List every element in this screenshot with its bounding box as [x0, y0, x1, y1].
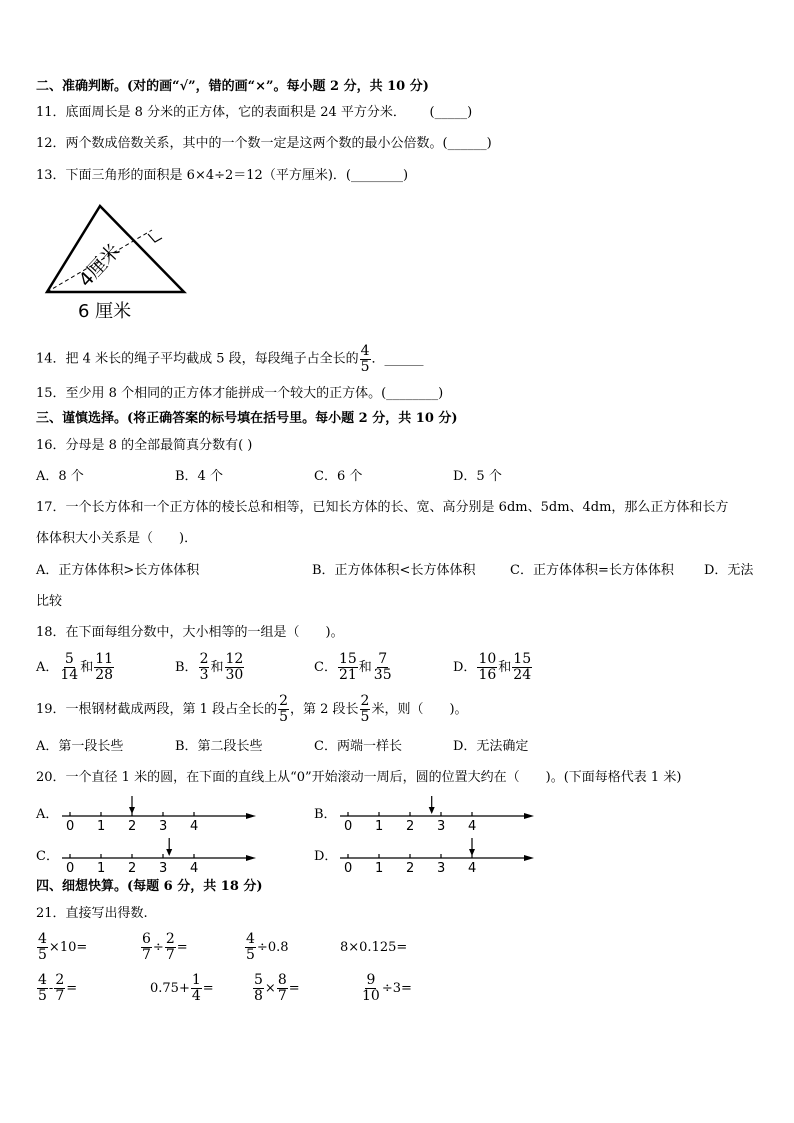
calc-4: 8×0.125= — [340, 940, 408, 955]
tick-label-3: 3 — [437, 861, 446, 876]
axis-arrowhead — [246, 855, 256, 861]
tick-label-0: 0 — [66, 819, 75, 834]
question-11: 11．底面周长是 8 分米的正方体，它的表面积是 24 平方分米． (_____) — [36, 105, 473, 120]
q18-option-b: B． $\frac{2}{3}$ 和 $\frac{12}{30}$ — [175, 651, 244, 683]
base-label: 6 厘米 — [78, 301, 132, 322]
section-4-title: 四、细想快算。(每题 6 分，共 18 分) — [36, 879, 263, 894]
q19-option-d: D．无法确定 — [453, 739, 529, 754]
position-arrowhead — [469, 849, 475, 856]
tick-label-2: 2 — [406, 861, 415, 876]
q17-option-c: C．正方体体积=长方体体积 — [510, 563, 674, 578]
calc-8: $\frac{9}{10}$ ÷3= — [362, 972, 412, 1004]
question-21: 21．直接写出得数. — [36, 906, 148, 921]
position-arrowhead — [429, 807, 435, 814]
calc-1: $\frac{4}{5}$ ×10= — [38, 931, 88, 963]
triangle-figure — [40, 200, 200, 325]
question-14-blank: ．______ — [371, 351, 424, 367]
section-3-title: 三、谨慎选择。(将正确答案的标号填在括号里。每小题 2 分，共 10 分) — [36, 411, 458, 426]
q17-option-a: A．正方体体积>长方体体积 — [36, 563, 200, 578]
tick-label-4: 4 — [468, 861, 477, 876]
q16-option-b: B．4 个 — [175, 469, 223, 484]
question-17-line1: 17．一个长方体和一个正方体的棱长总和相等，已知长方体的长、宽、高分别是 6dm、5dm、4dm，那么正方体和长方 — [36, 500, 729, 515]
q18-option-a: A． $\frac{5}{14}$ 和 $\frac{11}{28}$ — [36, 651, 114, 683]
question-18: 18．在下面每组分数中，大小相等的一组是（ )。 — [36, 625, 344, 640]
q20-option-a-number-line — [60, 794, 260, 834]
q20-option-b-number-line — [338, 794, 538, 834]
position-arrowhead — [166, 849, 172, 856]
tick-label-4: 4 — [190, 861, 199, 876]
question-14-text: 14．把 4 米长的绳子平均截成 5 段，每段绳子占全长的 — [36, 351, 359, 367]
question-12: 12．两个数成倍数关系，其中的一个数一定是这两个数的最小公倍数。(______) — [36, 136, 492, 151]
axis-arrowhead — [524, 813, 534, 819]
tick-label-0: 0 — [344, 819, 353, 834]
q20-option-a-label: A． — [36, 807, 59, 822]
q17-option-b: B．正方体体积<长方体体积 — [312, 563, 476, 578]
q20-option-d-label: D． — [314, 849, 338, 864]
tick-label-1: 1 — [375, 861, 384, 876]
tick-label-2: 2 — [128, 819, 137, 834]
height-label: 4厘米 — [74, 239, 125, 292]
tick-label-3: 3 — [159, 861, 168, 876]
q18-option-c: C． $\frac{15}{21}$ 和 $\frac{7}{35}$ — [314, 651, 392, 683]
question-15: 15．至少用 8 个相同的正方体才能拼成一个较大的正方体。(________) — [36, 386, 444, 401]
q16-option-d: D．5 个 — [453, 469, 502, 484]
section-2-title: 二、准确判断。(对的画“√”，错的画“×”。每小题 2 分，共 10 分) — [36, 79, 429, 94]
calc-7: $\frac{5}{8}$ × $\frac{8}{7}$ = — [254, 972, 300, 1004]
q20-option-c-label: C． — [36, 849, 59, 864]
q19-option-b: B．第二段长些 — [175, 739, 263, 754]
q20-option-c-number-line — [60, 836, 260, 876]
q20-option-b-label: B． — [314, 807, 337, 822]
tick-label-3: 3 — [437, 819, 446, 834]
tick-label-1: 1 — [97, 819, 106, 834]
axis-arrowhead — [246, 813, 256, 819]
question-14-fraction: $\frac{4}{5}$ — [360, 343, 370, 375]
q16-option-a: A．8 个 — [36, 469, 84, 484]
right-angle-mark — [148, 234, 162, 242]
tick-label-2: 2 — [128, 861, 137, 876]
tick-label-4: 4 — [190, 819, 199, 834]
tick-label-3: 3 — [159, 819, 168, 834]
tick-label-1: 1 — [375, 819, 384, 834]
question-19: 19．一根钢材截成两段，第 1 段占全长的 $\frac{2}{5}$ ，第 2 段长 $\frac{2}{5}$ 米，则（ )。 — [36, 693, 468, 725]
axis-arrowhead — [524, 855, 534, 861]
question-16: 16．分母是 8 的全部最简真分数有( ) — [36, 438, 253, 453]
calc-6: 0.75+ $\frac{1}{4}$ = — [150, 972, 214, 1004]
calc-2: $\frac{6}{7}$ ÷ $\frac{2}{7}$ = — [142, 931, 188, 963]
tick-label-0: 0 — [66, 861, 75, 876]
position-arrowhead — [129, 807, 135, 814]
q17-option-d-continued: 比较 — [36, 594, 63, 609]
q20-option-d-number-line — [338, 836, 538, 876]
q19-option-c: C．两端一样长 — [314, 739, 402, 754]
question-14 — [36, 344, 424, 375]
q19-option-a: A．第一段长些 — [36, 739, 124, 754]
question-20: 20．一个直径 1 米的圆，在下面的直线上从“0”开始滚动一周后，圆的位置大约在（ )。(下面每格代表 1 米) — [36, 770, 682, 785]
question-13: 13．下面三角形的面积是 6×4÷2＝12（平方厘米)．(________) — [36, 168, 409, 183]
calc-3: $\frac{4}{5}$ ÷0.8 — [246, 931, 289, 963]
tick-label-4: 4 — [468, 819, 477, 834]
tick-label-2: 2 — [406, 819, 415, 834]
q18-option-d: D． $\frac{10}{16}$ 和 $\frac{15}{24}$ — [453, 651, 532, 683]
tick-label-0: 0 — [344, 861, 353, 876]
calc-5: $\frac{4}{5}$ - $\frac{2}{7}$ = — [38, 972, 78, 1004]
q17-option-d: D．无法 — [704, 563, 754, 578]
tick-label-1: 1 — [97, 861, 106, 876]
question-17-line2: 体体积大小关系是（ )． — [36, 531, 198, 546]
q16-option-c: C．6 个 — [314, 469, 363, 484]
